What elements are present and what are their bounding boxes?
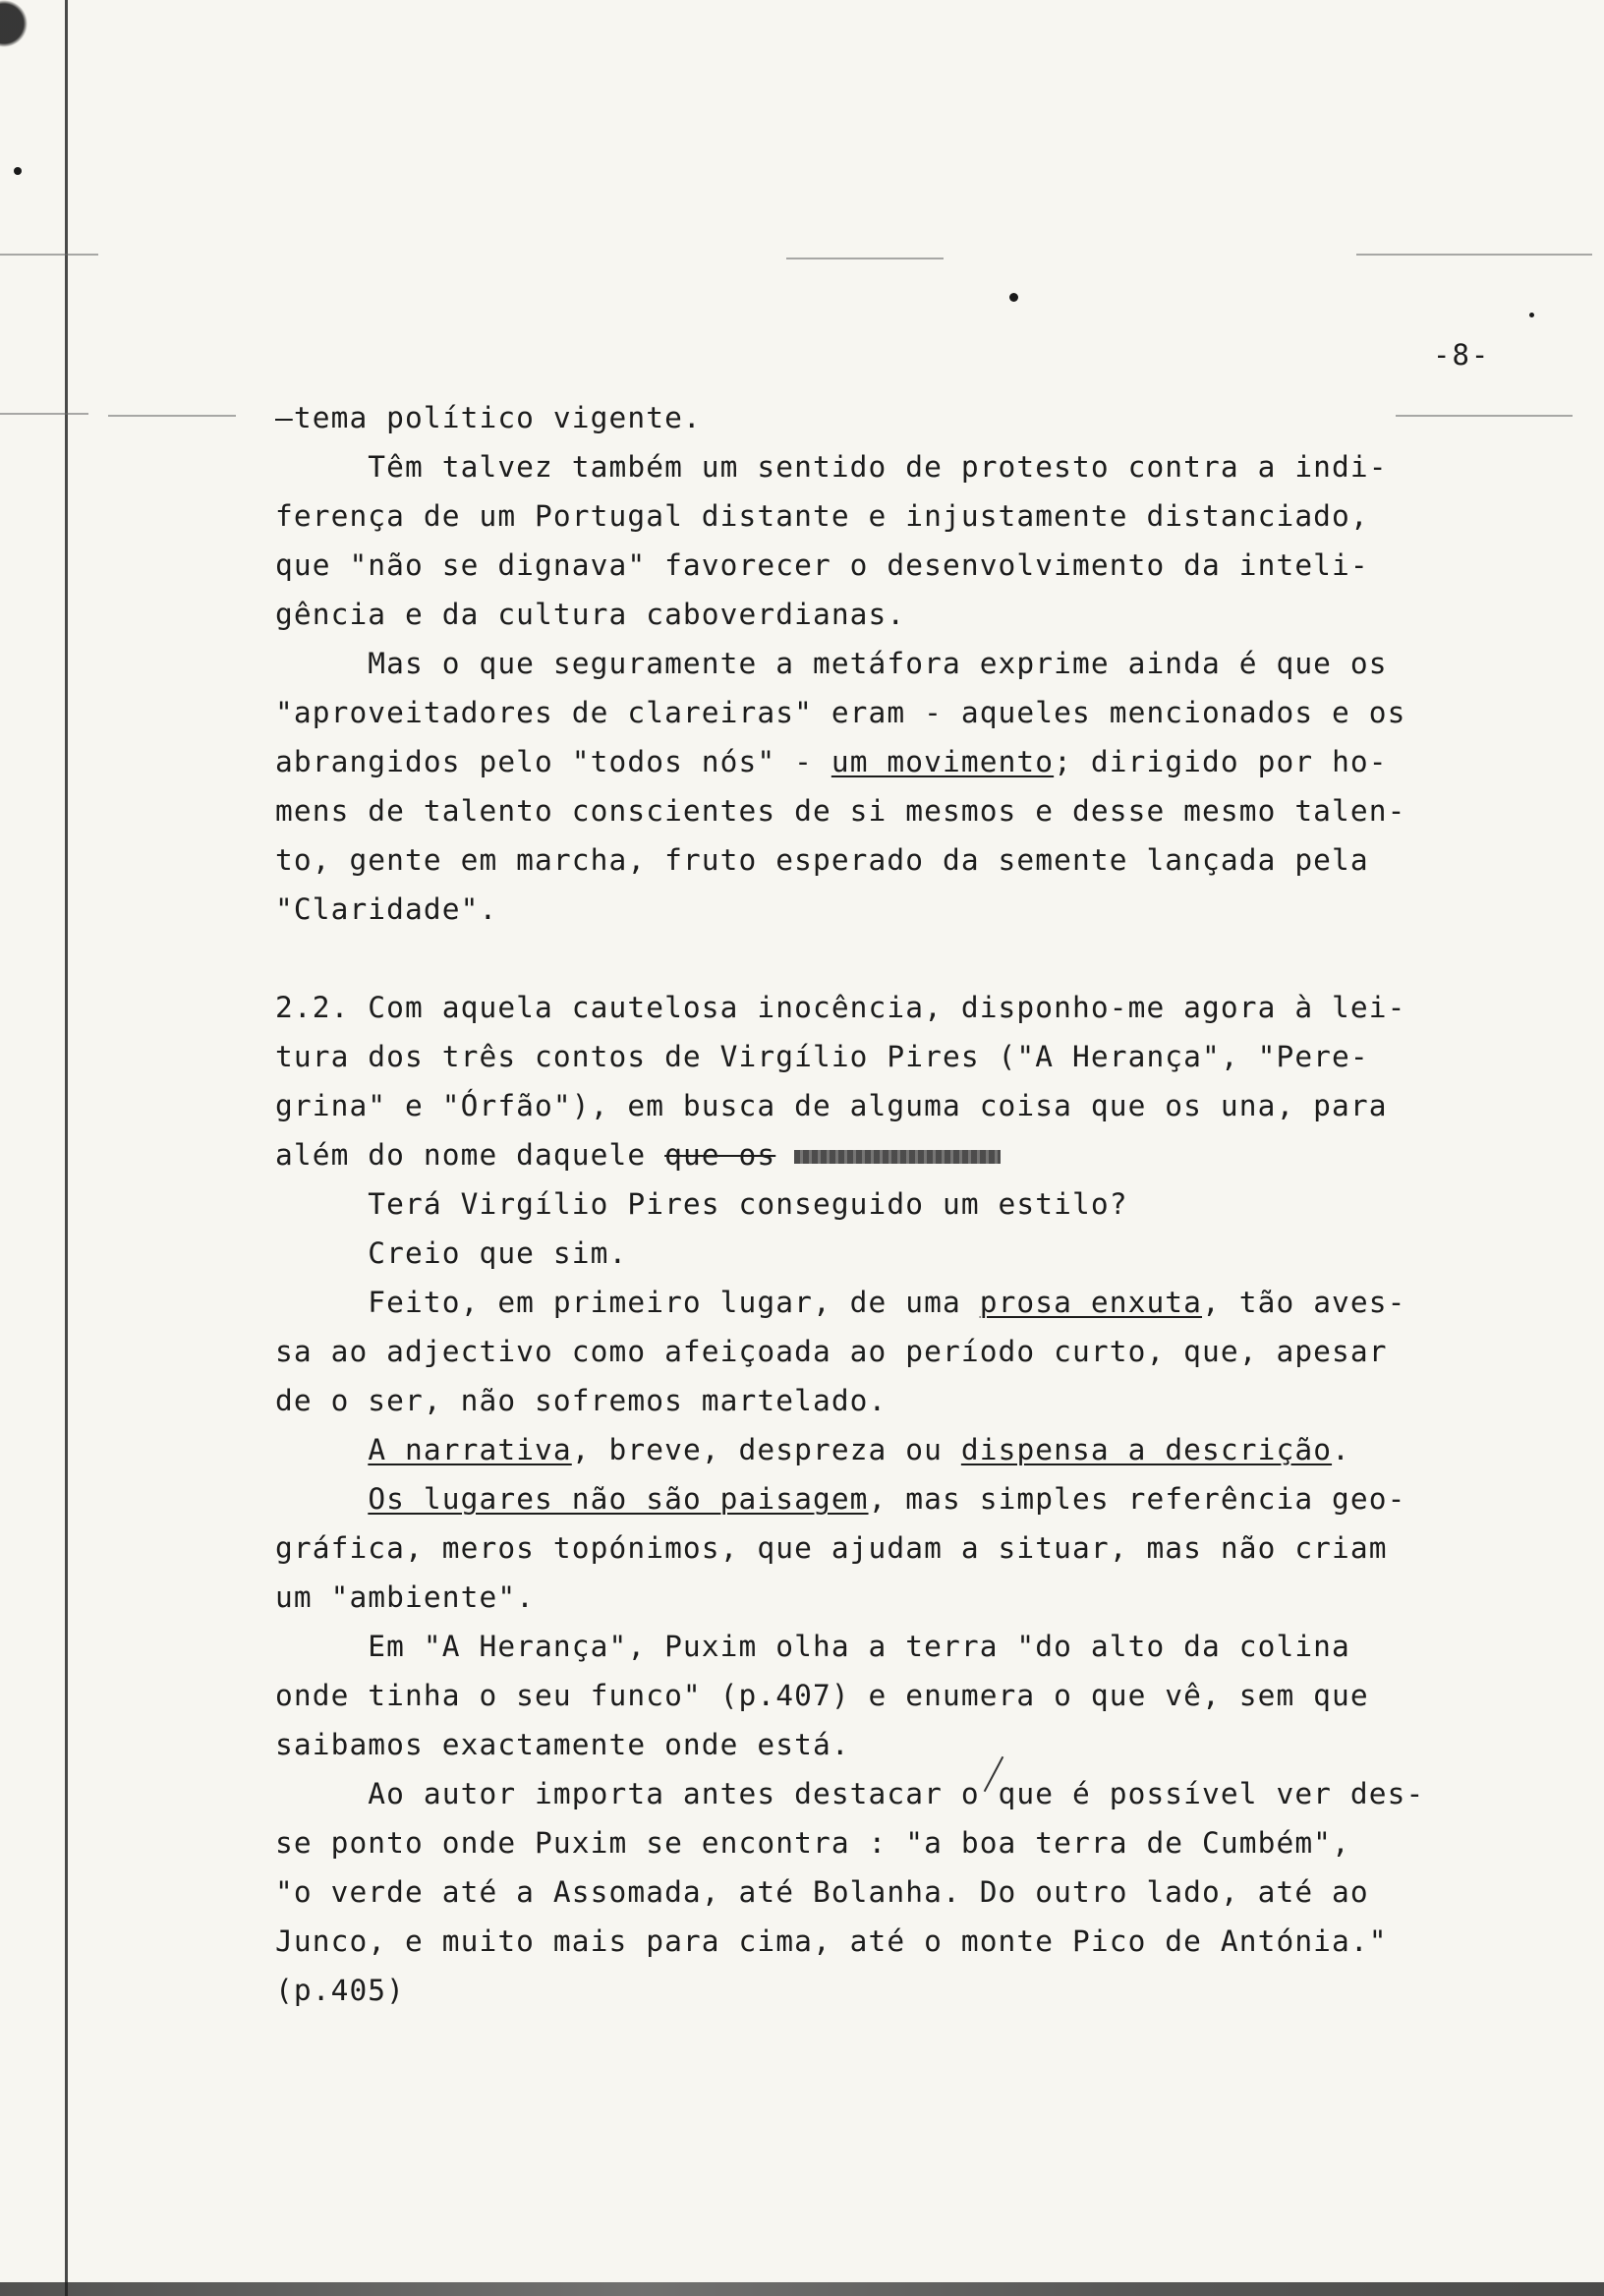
- underlined-phrase: dispensa a descrição: [960, 1433, 1333, 1466]
- text-line: to, gente em marcha, fruto esperado da semente lançada pela: [275, 843, 1369, 877]
- text-line: Creio que sim.: [275, 1236, 628, 1270]
- text-line: (p.405): [275, 1974, 406, 2007]
- text-line: "aproveitadores de clareiras" eram - aqueles mencionados e os: [275, 696, 1406, 729]
- scan-left-edge: [65, 0, 68, 2296]
- line-segment: abrangidos pelo "todos nós" -: [275, 745, 831, 778]
- text-line: saibamos exactamente onde está.: [275, 1728, 850, 1761]
- scan-speck: [1009, 293, 1018, 302]
- text-line: Junco, e muito mais para cima, até o monte Pico de Antónia.": [275, 1924, 1388, 1958]
- text-line: [275, 1130, 1582, 1179]
- text-line: gência e da cultura caboverdianas.: [275, 598, 906, 631]
- line-segment: .: [1332, 1433, 1350, 1466]
- text-line: de o ser, não sofremos martelado.: [275, 1384, 888, 1417]
- line-segment: além do nome daquele: [275, 1138, 665, 1172]
- crossed-out-scribble: [794, 1150, 1001, 1164]
- underlined-phrase: A narrativa: [368, 1433, 572, 1466]
- text-line: mens de talento conscientes de si mesmos e desse mesmo talen-: [275, 794, 1406, 828]
- text-line: Ao autor importa antes destacar o que é possível ver des-: [275, 1777, 1425, 1810]
- text-line: Em "A Herança", Puxim olha a terra "do alto da colina: [275, 1630, 1350, 1663]
- text-line: grina" e "Órfão"), em busca de alguma coisa que os una, para: [275, 1089, 1388, 1122]
- scan-dash: [0, 254, 98, 256]
- scan-corner-mark: [0, 0, 39, 79]
- text-line: "o verde até a Assomada, até Bolanha. Do outro lado, até ao: [275, 1875, 1369, 1909]
- text-line: Mas o que seguramente a metáfora exprime ainda é que os: [275, 647, 1388, 680]
- line-segment: Feito, em primeiro lugar, de uma: [275, 1286, 980, 1319]
- scan-dash: [1356, 254, 1592, 256]
- line-segment: [275, 1433, 368, 1466]
- scan-dash: [786, 258, 944, 259]
- text-line: [275, 1278, 1582, 1327]
- text-line: se ponto onde Puxim se encontra : "a boa terra de Cumbém",: [275, 1826, 1350, 1860]
- text-line: [275, 1474, 1582, 1523]
- text-line: ferença de um Portugal distante e injustamente distanciado,: [275, 499, 1369, 533]
- underlined-phrase: um movimento: [831, 745, 1055, 778]
- underlined-phrase: prosa enxuta: [979, 1286, 1203, 1319]
- text-line: [275, 737, 1582, 786]
- underlined-phrase: Os lugares não são paisagem: [368, 1482, 869, 1516]
- page-number: -8-: [1433, 338, 1491, 372]
- text-line: gráfica, meros topónimos, que ajudam a situar, mas não criam: [275, 1531, 1388, 1565]
- scan-bottom-edge: [0, 2282, 1604, 2296]
- paragraph-gap: [275, 934, 1582, 983]
- line-segment: , mas simples referência geo-: [868, 1482, 1406, 1516]
- scan-dash: [0, 413, 88, 415]
- text-line: Têm talvez também um sentido de protesto contra a indi-: [275, 450, 1388, 484]
- line-segment: , breve, despreza ou: [571, 1433, 961, 1466]
- text-line: —tema político vigente.: [275, 401, 702, 434]
- document-body: [275, 393, 1582, 2015]
- text-line: "Claridade".: [275, 892, 498, 926]
- line-segment: ; dirigido por ho-: [1054, 745, 1388, 778]
- text-line: sa ao adjectivo como afeiçoada ao período curto, que, apesar: [275, 1335, 1388, 1368]
- text-line: um "ambiente".: [275, 1580, 536, 1614]
- line-segment: , tão aves-: [1202, 1286, 1406, 1319]
- text-line: tura dos três contos de Virgílio Pires ("A Herança", "Pere-: [275, 1040, 1369, 1073]
- struck-text: que os: [664, 1138, 776, 1172]
- text-line: que "não se dignava" favorecer o desenvolvimento da inteli-: [275, 548, 1369, 582]
- scan-speck: [14, 167, 22, 175]
- line-segment: [275, 1482, 368, 1516]
- text-line: onde tinha o seu funco" (p.407) e enumera o que vê, sem que: [275, 1679, 1369, 1712]
- text-line: [275, 1425, 1582, 1474]
- scan-speck: [1529, 313, 1534, 317]
- scan-dash: [108, 415, 236, 417]
- text-line: 2.2. Com aquela cautelosa inocência, disponho-me agora à lei-: [275, 991, 1406, 1024]
- text-line: Terá Virgílio Pires conseguido um estilo?: [275, 1187, 1128, 1221]
